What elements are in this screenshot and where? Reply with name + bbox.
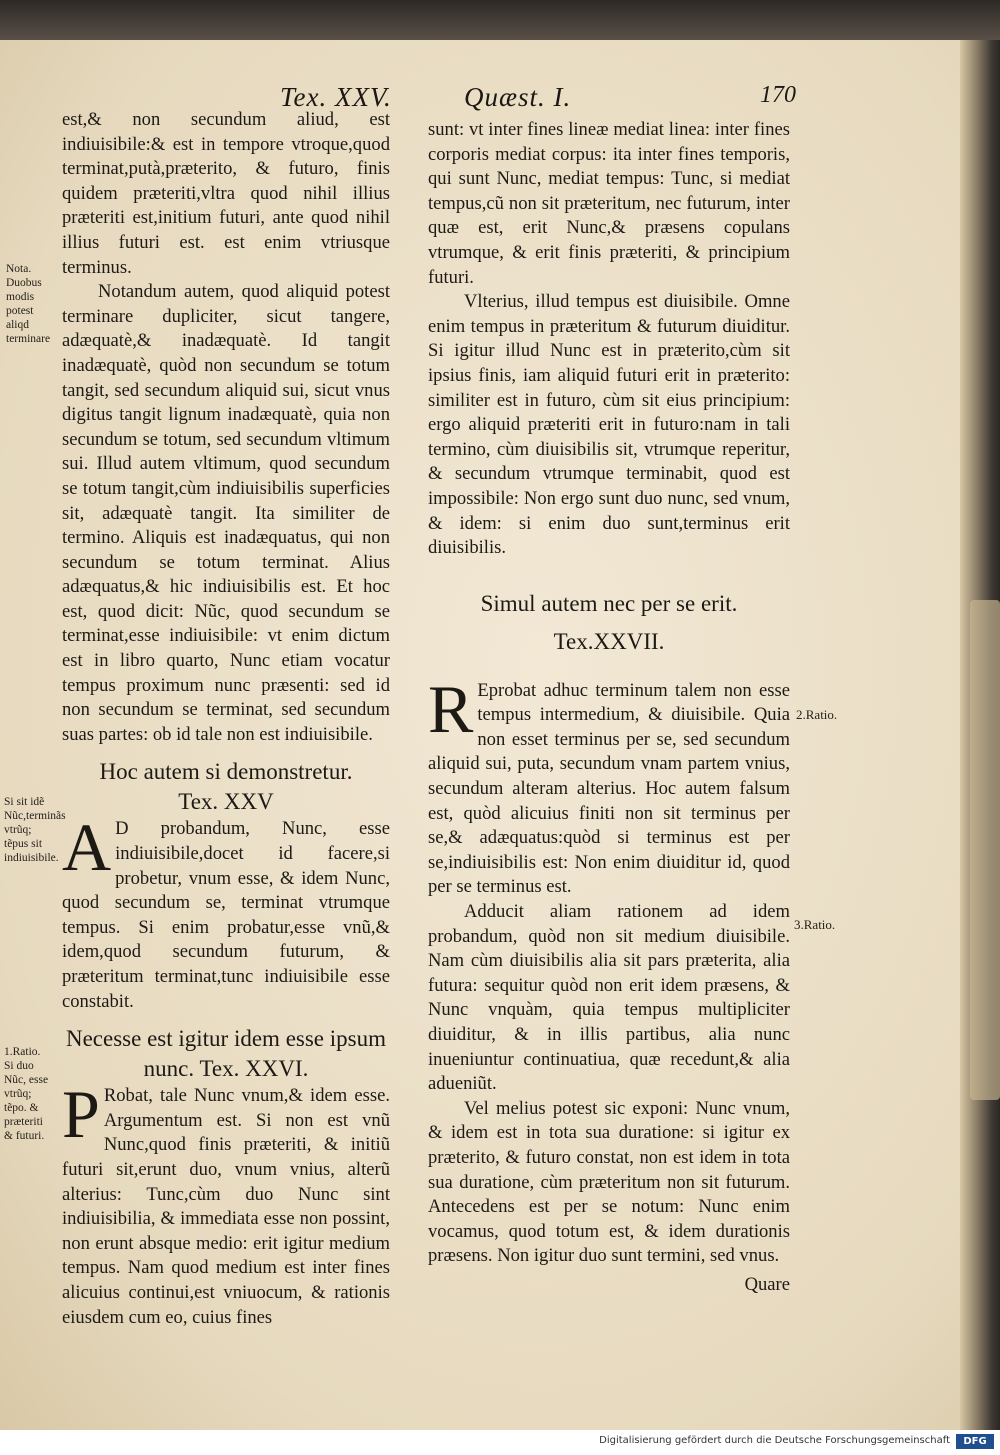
right-paragraph-4: Adducit aliam rationem ad idem probandum, quòd non sit medium diuisibile. Nam cùm diuisibilis alia sit pars præterita, alia futura: sequitur quòd non erit idem præsens, & Nunc vnquàm, quia tempus multipliciter diuiditur, & in illis partibus, alia nunc inueniuntur continuatiua, quæ recedunt,& alia adueniũt. [428,901,790,1095]
margin-note-ratio-1: 1.Ratio. Si duo Nũc, esse vtrũq; tẽpo. & præteriti & futuri. [4,1046,49,1142]
left-paragraph-4: P Robat, tale Nunc vnum,& idem esse. Argumentum est. Si non est vnũ Nunc,quod finis præteriti, & initiũ futuri sit,erunt duo, vnum vnius, alterũ alterius: Tunc,cùm duo Nunc sint indiuisibilia, & immediata esse non possint, non erunt absque medio: erit igitur medium tempus. Nam quod medium est inter fines alicuius continui,est vniuocum, & rationis eiusdem cum eo, cuius fines [62,1076,390,1328]
drop-cap-p: P [62,1076,100,1153]
left-paragraph-3: A D probandum, Nunc, esse indiuisibile,docet id facere,si probetur, vnum esse, & idem Nunc, quod secundum se, terminat vtrumque tempus. Si enim probatur,esse vnũ,& idem,quod secundum futurum, & præteritum terminat,tunc indiuisibile esse constabit. [62,809,390,1012]
footer-bar [0,1430,1000,1455]
section-heading-simul: Simul autem nec per se erit. [480,590,738,616]
left-paragraph-2: Notandum autem, quod aliquid potest terminare dupliciter, sicut tangere, adæquatè,& inadæquatè. Id tangit inadæquatè, quòd non secundum se totum tangit, sed secundum aliquid sui, sicut vnus digitus tangit lignum inadæquatè, quia non secundum se totum, sed secundum vltimum sui. Illud autem vltimum, quod secundum se totum tangit,cùm indiuisibilis superficies sit, adæquatè tangit. Ita similiter de termino. Aliquis est inadæquatus, qui non secundum se totum terminat. Alius adæquatus,& hic indiuisibilis est. Et hoc est, quod dicit: Nũc, quod secundum se terminat,esse indiuisibile: vt enim dictum est in libro quarto, Nunc etiam vocatur tempus proximum nunc præsenti: sed id non secundum se terminat, sed secundum suas partes: ob id tale non est indiuisibile. [62,281,390,745]
running-header-middle: Quæst. I. [464,82,572,112]
section-heading-tex-xxvi: nunc. Tex. XXVI. [143,1056,309,1082]
margin-note-nota: Nota. Duobus modis potest aliqd terminare [6,263,51,345]
running-header-left: Tex. XXV. [280,82,392,112]
footer-funding-text: Digitalisierung gefördert durch die Deutsche Forschungsgemeinschaft [599,1435,950,1446]
right-paragraph-1: sunt: vt inter fines lineæ mediat linea: inter fines corporis mediat corpus: ita inter fines temporis, qui sunt Nunc, mediat tempus: Tunc, si mediat tempus,cũ non sit præteritum, nec futurum, inter quæ est, erit Nunc,& præsens copulans vtrumque, & erit finis præteriti, & principium futuri. [428,119,790,288]
right-column [428,118,790,1298]
drop-cap-r: R [428,670,474,747]
right-paragraph-5: Vel melius potest sic exponi: Nunc vnum, & idem est in tota sua duratione: si igitur ex præterito, & futuro constat, non est idem in tota sua duratione, cùm præteritum non sit futurum. Antecedens est per se notum: Nunc enim vocamus, quod totum est, & idem durationis præsens. Non igitur duo sunt termini, sed vnus. [428,1097,790,1267]
section-heading-necesse: Necesse est igitur idem esse ipsum [65,1026,386,1052]
catchword: Quare [744,1273,790,1295]
page-tab-strip [970,600,1000,1100]
drop-cap-a: A [62,809,112,886]
margin-note-ratio-3: 3.Ratio. [794,917,836,932]
section-heading-tex-xxv: Tex. XXV [178,789,274,815]
right-paragraph-2: Vlterius, illud tempus est diuisibile. Omne enim tempus in præteritum & futurum diuiditur. Si igitur illud Nunc est in præterito,cùm sit ipsius finis, iam aliquid futuri erit in præterito: similiter est in futuro, cùm sit eius principium: ergo aliquid præteriti erit in futuro:nam in tali termino, cùm diuisibilis sit, vtrumque reperitur, & secundum vtrumque terminabit, quod est impossibile: Non ergo sunt duo nunc, sed vnum, & idem: si enim duo sunt,terminus erit diuisibilis. [428,291,790,559]
margin-note-ratio-2: 2.Ratio. [796,707,838,722]
right-paragraph-3: R Eprobat adhuc terminum talem non esse tempus intermedium, & diuisibile. Quia non esset terminus per se, sed secundum aliquid sui, puta, secundum vnam partem vnius, secundum alteram alterius. Hoc autem falsum est, quòd alicuius finiti non sit terminus per se,& adæquatus:quòd si terminus est per se,indiuisibilis est: Non enim diuiditur id, quod per se terminus est. [428,670,790,898]
dfg-logo-icon: DFG [956,1434,994,1449]
page-number: 170 [760,82,796,108]
section-heading-hoc-autem: Hoc autem si demonstretur. [99,759,353,785]
left-column [62,108,390,1330]
margin-note-si-sit: Si sit idẽ Nũc,terminãs vtrũq; tẽpus sit indiuisibile. [4,796,66,864]
left-paragraph-1: est,& non secundum aliud, est indiuisibile:& est in tempore vtroque,quod terminat,putà,præterito, & futuro, finis quidem præteriti,vltra quod nihil illius præteriti est,initium futuri, ante quod nihil illius futuri est. est enim vtriusque terminus. [62,109,390,278]
section-heading-tex-xxvii: Tex.XXVII. [553,628,665,654]
